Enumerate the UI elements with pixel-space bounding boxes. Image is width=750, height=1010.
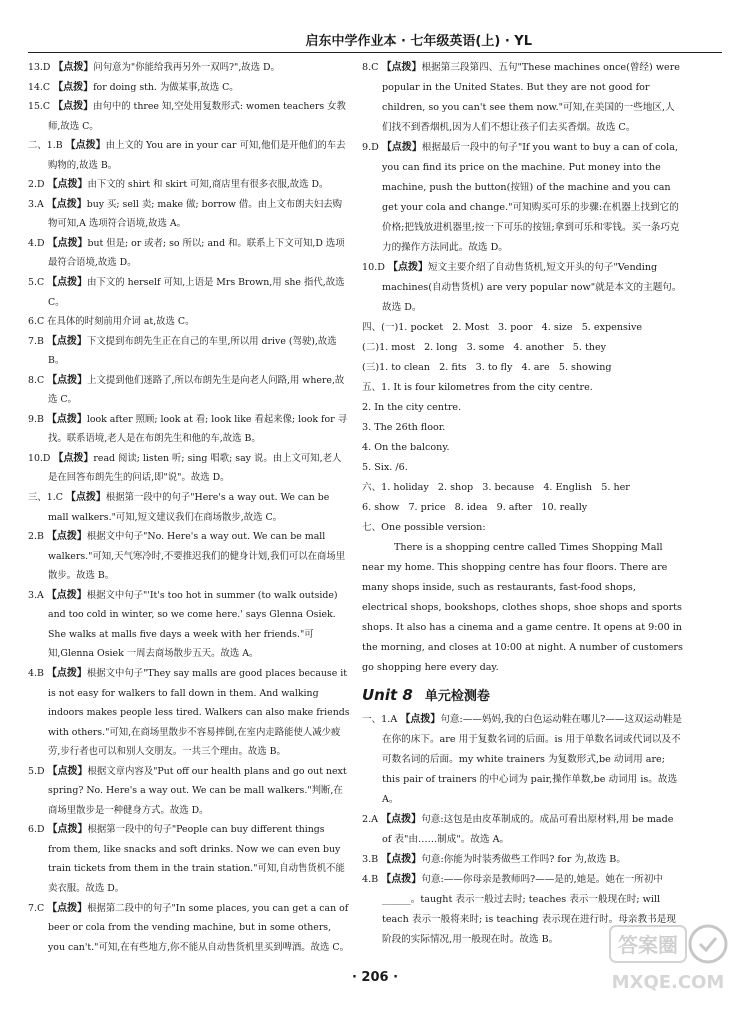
hint-tag: 【点拨】 [65, 140, 106, 152]
answer-number: 8.C [362, 62, 379, 73]
essay-text: There is a shopping centre called Times Shopping Mall near my home. This shopping centre has four floors. There are many shops inside, such as restaurants, fast-food shops, electrical shops, bookshops, clothes shops, shoe shops and sports shops. It also has a cinema and a game centre. It opens at 9:00 in the morning, and closes at 10:00 at night. A number of customers go shopping here every day. [362, 542, 683, 673]
answer-number: 三、1.C [28, 492, 63, 504]
answer-item [28, 664, 350, 762]
answer-text: 根据文中句子"No. Here's a way out. We can be mall walkers."可知,天气寒冷时,不要推迟我们的健身计划,我们可以在商场里散步。故选 B。 [48, 531, 346, 582]
fill-answer-line: 2. In the city centre. [362, 402, 462, 413]
hint-tag: 【点拨】 [46, 335, 87, 347]
answer-item [28, 449, 350, 488]
answer-item [28, 175, 350, 195]
answer-text: 下文提到布朗先生正在自己的车里,所以用 drive (驾驶),故选 B。 [48, 335, 337, 367]
hint-tag: 【点拨】 [381, 814, 422, 825]
fill-answer-line: (三)1. to clean 2. fits 3. to fly 4. are 5. showing [362, 362, 612, 373]
answer-text: 根据文中句子"They say malls are good places because it is not easy for walkers to fall down in them. And walking indoors makes people less tired. Walkers can also make friends with others."可知,在商场里散步不容易摔倒,在室内走路能使人减少疲劳,步行者也可以和别人交朋友。一共三个理由。故选 B。 [48, 667, 350, 758]
answer-item [28, 312, 350, 332]
answer-item [362, 810, 684, 850]
page-number: · 206 · [351, 970, 399, 985]
answer-number: 14.C [28, 81, 51, 93]
answer-list-right [362, 58, 684, 318]
hint-tag: 【点拨】 [388, 262, 429, 273]
hint-tag: 【点拨】 [46, 531, 87, 543]
hint-tag: 【点拨】 [47, 765, 88, 777]
answer-number: 二、1.B [28, 140, 63, 152]
answer-text: 句意:这包是由皮革制成的。成品可看出原材料,用 be made of 表"由……制成"。故选 A。 [382, 814, 674, 845]
hint-tag: 【点拨】 [53, 62, 94, 73]
answer-text: 根据第三段第四、五句"These machines once(曾经) were popular in the United States. But they are not good for children, so you can't see them now."可知,在美国的一些地区,人们找不到香烟机,因为人们不想让孩子们去买香烟。故选 C。 [382, 62, 680, 133]
answer-item [28, 195, 350, 234]
answer-item [28, 410, 350, 449]
answer-item [28, 58, 350, 78]
answer-item [28, 586, 350, 664]
hint-tag: 【点拨】 [381, 854, 422, 865]
answer-item [362, 710, 684, 810]
answer-number: 5.D [28, 765, 45, 777]
answer-text: but 但是; or 或者; so 所以; and 和。联系上下文可知,D 选项最符合语境,故选 D。 [48, 237, 345, 269]
answer-text: 根据第二段中的句子"In some places, you can get a can of beer or cola from the vending machine, but in some others, you can't."可知,在有些地方,你不能从自动售货机里买到啤酒。故选 C。 [48, 902, 349, 953]
answer-item [362, 258, 684, 318]
hint-tag: 【点拨】 [46, 198, 87, 210]
answer-item [28, 332, 350, 371]
unit-heading [362, 684, 684, 708]
answer-item [28, 762, 350, 821]
hint-tag: 【点拨】 [381, 142, 422, 153]
answer-number: 10.D [362, 262, 385, 273]
fill-answer-line: 四、(一)1. pocket 2. Most 3. poor 4. size 5. expensive [362, 322, 643, 333]
hint-tag: 【点拨】 [47, 277, 88, 289]
answer-text: 由下文的 shirt 和 skirt 可知,商店里有很多衣服,故选 D。 [87, 179, 329, 191]
hint-tag: 【点拨】 [46, 589, 87, 601]
hint-tag: 【点拨】 [65, 492, 106, 504]
answer-number: 2.D [28, 179, 45, 191]
answer-text: 由句中的 three 知,空处用复数形式: women teachers 女教师,故选 C。 [48, 101, 346, 132]
answer-number: 6.C [28, 316, 45, 328]
hint-tag: 【点拨】 [381, 62, 422, 73]
answer-text: read 阅读; listen 听; sing 唱歌; say 说。由上文可知,老人是在回答布朗先生的问话,即"说"。故选 D。 [48, 452, 342, 484]
hint-tag: 【点拨】 [46, 667, 87, 679]
fill-answer-line: (二)1. most 2. long 3. some 4. another 5. they [362, 342, 607, 353]
answer-text: 短文主要介绍了自动售货机,短文开头的句子"Vending machines(自动售货机) are very popular now"就是本文的主题句。故选 D。 [382, 262, 682, 313]
svg-text:MXQE.COM: MXQE.COM [611, 972, 725, 993]
answer-item [28, 97, 350, 136]
hint-tag: 【点拨】 [47, 824, 88, 836]
unit-subtitle: 单元检测卷 [424, 689, 490, 704]
essay [362, 538, 684, 678]
hint-tag: 【点拨】 [46, 413, 87, 425]
answer-number: 9.B [28, 413, 44, 425]
answer-number: 4.B [28, 667, 44, 679]
answer-number: 5.C [28, 277, 45, 289]
answer-text: 根据文章内容及"Put off our health plans and go out next spring? No. Here's a way out. We can be mall walkers."判断,在商场里散步是一种健身方式。故选 D。 [48, 765, 347, 816]
answer-number: 4.D [28, 237, 45, 249]
answer-number: 7.B [28, 335, 44, 347]
answer-number: 15.C [28, 101, 51, 113]
page-header [28, 28, 722, 53]
answer-item [28, 273, 350, 312]
answer-item [28, 488, 350, 527]
answer-text: look after 照顾; look at 看; look like 看起来像; look for 寻找。联系语境,老人是在布朗先生和他的车,故选 B。 [48, 413, 347, 445]
hint-tag: 【点拨】 [47, 179, 88, 191]
fill-answer-line: 6. show 7. price 8. idea 9. after 10. really [362, 502, 588, 513]
answer-number: 一、1.A [362, 714, 398, 725]
answer-text: 问句意为"你能给我再另外一双吗?",故选 D。 [93, 62, 280, 73]
hint-tag: 【点拨】 [400, 714, 441, 725]
answer-number: 10.D [28, 452, 51, 464]
fill-answer-line: 5. Six. /6. [362, 462, 408, 473]
hint-tag: 【点拨】 [53, 452, 94, 464]
fill-answer-line: 4. On the balcony. [362, 442, 450, 453]
unit-title: Unit 8 [362, 686, 413, 704]
svg-text:答案圈: 答案圈 [618, 933, 678, 957]
answer-item [362, 58, 684, 138]
fill-answer-line: 3. The 26th floor. [362, 422, 446, 433]
answer-text: 在具体的时刻前用介词 at,故选 C。 [47, 316, 195, 328]
fill-answer-line: 七、One possible version: [362, 522, 486, 533]
answer-item [28, 371, 350, 410]
hint-tag: 【点拨】 [47, 237, 88, 249]
answer-number: 2.B [28, 531, 44, 543]
answer-number: 6.D [28, 824, 45, 836]
answer-text: 根据第一段中的句子"Here's a way out. We can be mall walkers."可知,短文建议我们在商场散步,故选 C。 [48, 492, 330, 523]
fill-answer-line: 六、1. holiday 2. shop 3. because 4. English 5. her [362, 482, 630, 493]
answer-item [28, 136, 350, 175]
hint-tag: 【点拨】 [47, 902, 88, 914]
answer-number: 7.C [28, 902, 45, 914]
answer-text: 句意:你能为时装秀做些工作吗? for 为,故选 B。 [421, 854, 626, 865]
answer-item [28, 527, 350, 586]
hint-tag: 【点拨】 [47, 374, 88, 386]
answer-number: 13.D [28, 62, 51, 73]
hint-tag: 【点拨】 [381, 874, 422, 885]
answer-item [362, 850, 684, 870]
answer-text: 由下文的 herself 可知,上语是 Mrs Brown,用 she 指代,故选 C。 [48, 277, 345, 308]
header-title: 启东中学作业本 · 七年级英语(上) · YL [305, 34, 532, 49]
answer-text: 上文提到他们迷路了,所以布朗先生是向老人问路,用 where,故选 C。 [48, 374, 345, 406]
answer-number: 4.B [362, 874, 379, 885]
answer-number: 2.A [362, 814, 379, 825]
answer-item [28, 899, 350, 958]
hint-tag: 【点拨】 [53, 101, 94, 113]
answer-item [28, 234, 350, 273]
answer-number: 9.D [362, 142, 379, 153]
answer-number: 3.A [28, 589, 44, 601]
answer-number: 3.B [362, 854, 379, 865]
answer-text: 根据第一段中的句子"People can buy different things from them, like snacks and soft drinks. Now we can even buy train tickets from them in the train station."可知,自动售货机不能卖衣服。故选 D。 [48, 824, 345, 894]
answer-text: for doing sth. 为做某事,故选 C。 [93, 81, 239, 93]
right-column [362, 58, 684, 950]
answer-number: 8.C [28, 374, 45, 386]
answer-number: 3.A [28, 198, 44, 210]
answer-item [28, 820, 350, 898]
fill-answer-line: 五、1. It is four kilometres from the city centre. [362, 382, 593, 393]
answer-text: 根据文中句子"'It's too hot in summer (to walk outside) and too cold in winter, so we come here.' says Glenna Osiek. She walks at malls five days a week with her friends."可知,Glenna Osiek 一周去商场散步五天。故选 A。 [48, 589, 338, 660]
answer-text: 由上文的 You are in your car 可知,他们是开他们的车去购物的,故选 B。 [48, 140, 346, 171]
hint-tag: 【点拨】 [53, 81, 94, 93]
answer-item [28, 78, 350, 98]
fill-section [362, 318, 684, 538]
answer-text: 句意:——妈妈,我的白色运动鞋在哪儿?——这双运动鞋是在你的床下。are 用于复数名词的后面。is 用于单数名词或代词以及不可数名词的后面。my white trainers 为复数形式,be 动词用 are; this pair of trainers 的中心词为 pair,操作单数,be 动词用 is。故选 A。 [382, 714, 683, 805]
answer-text: 根据最后一段中的句子"If you want to buy a can of cola, you can find its price on the machine. Put money into the machine, push the button(按钮) of the machine and you can get your cola and change."可知购买可乐的步骤:在机器上找到它的价格;把钱放进机器里;按一下可乐的按钮;拿到可乐和零钱。买一条巧克力的操作方法同此。故选 D。 [382, 142, 680, 253]
left-column [28, 58, 350, 957]
answer-text: buy 买; sell 卖; make 做; borrow 借。由上文布朗夫妇去购物可知,A 选项符合语境,故选 A。 [48, 198, 342, 230]
unit-answer-list [362, 710, 684, 950]
watermark-logo [604, 918, 732, 996]
answer-text: 句意:——你母亲是教师吗?——是的,她是。她在一所初中______。taught 表示一般过去时; teaches 表示一般现在时; will teach 表示一般将来时; is teaching 表示现在进行时。母亲教书是现阶段的实际情况,用一般现在时。故选 B。 [382, 874, 676, 945]
answer-item [362, 138, 684, 258]
